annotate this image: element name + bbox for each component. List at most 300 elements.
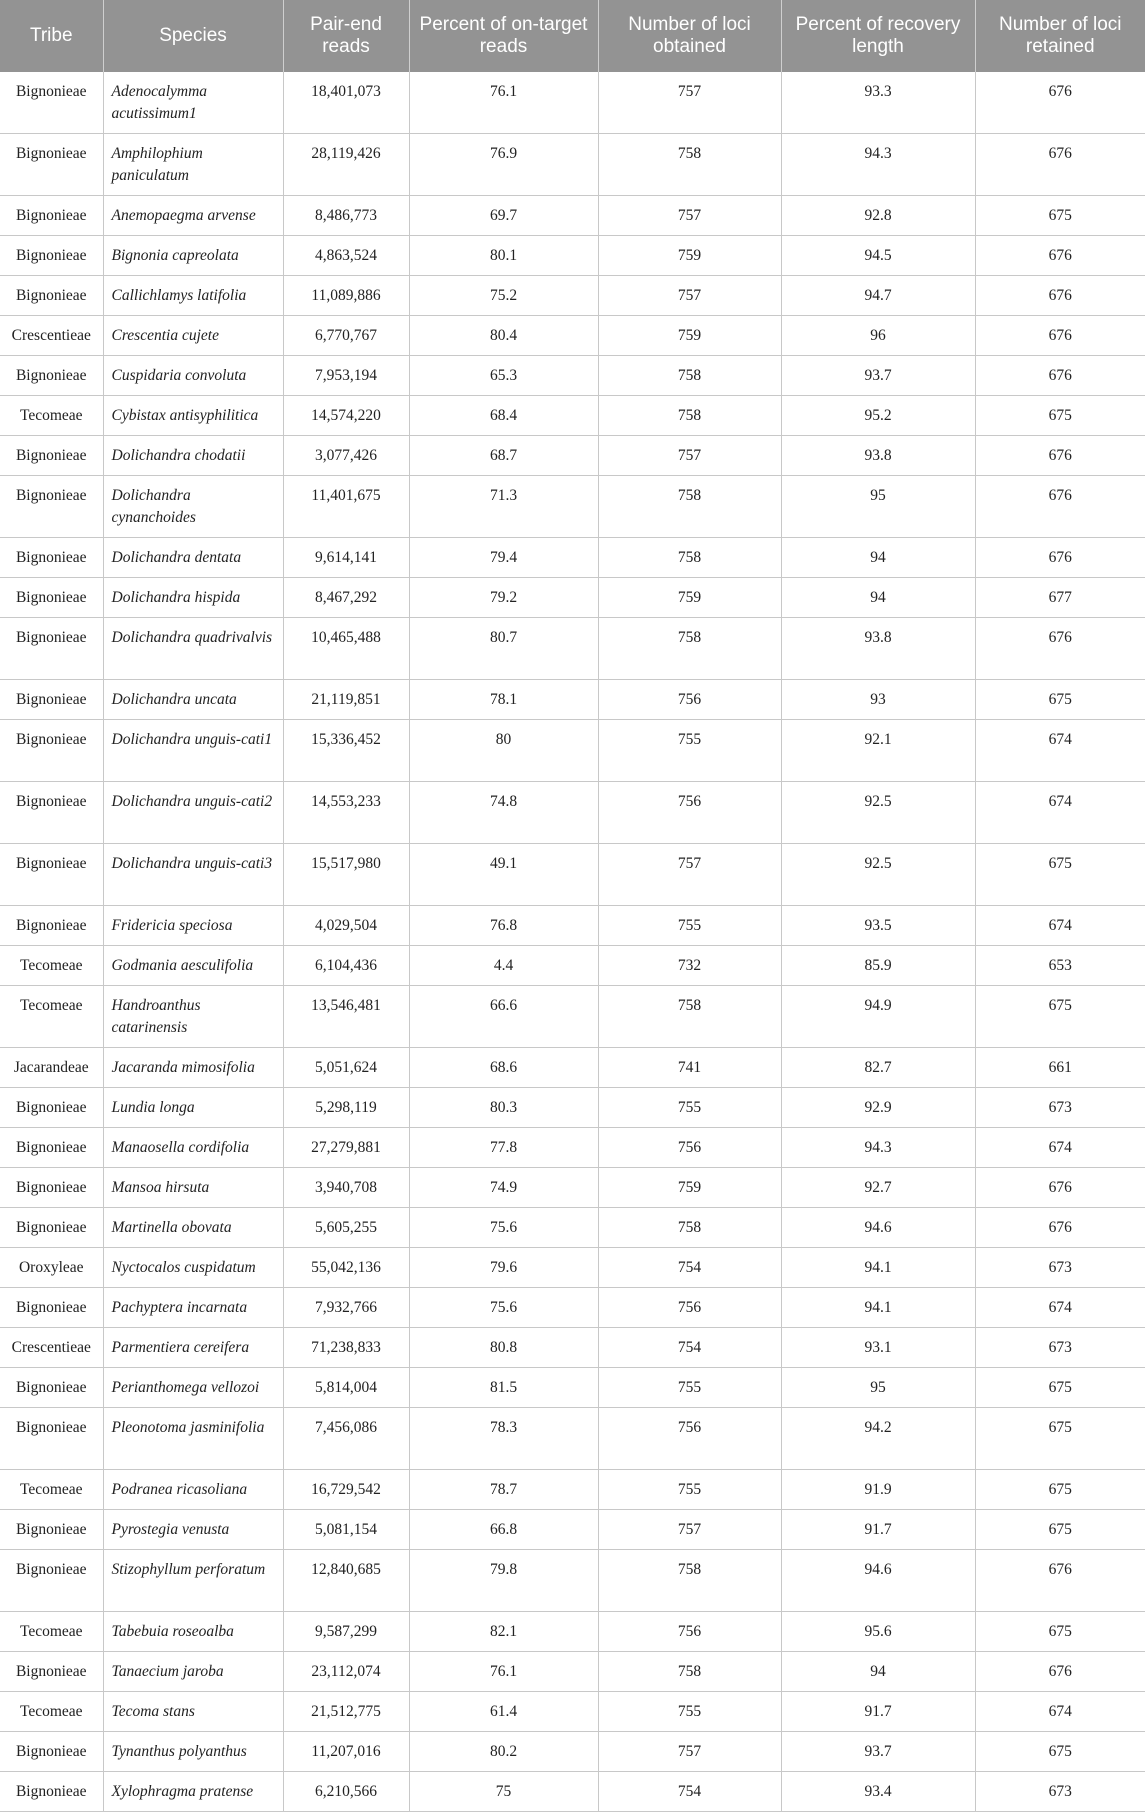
cell-tribe: Bignonieae [0, 906, 103, 946]
cell-loci-retained: 676 [975, 356, 1145, 396]
cell-recovery-length: 94 [781, 1652, 975, 1692]
table-row [0, 1692, 1145, 1732]
cell-tribe: Bignonieae [0, 1088, 103, 1128]
cell-loci-retained: 674 [975, 1288, 1145, 1328]
cell-tribe: Bignonieae [0, 1772, 103, 1812]
table-row [0, 1652, 1145, 1692]
table-row [0, 1288, 1145, 1328]
cell-tribe: Bignonieae [0, 1368, 103, 1408]
cell-species: Amphilophium paniculatum [103, 134, 283, 196]
cell-pair-end-reads: 5,298,119 [283, 1088, 409, 1128]
cell-species: Jacaranda mimosifolia [103, 1048, 283, 1088]
cell-tribe: Bignonieae [0, 436, 103, 476]
cell-pair-end-reads: 55,042,136 [283, 1248, 409, 1288]
cell-loci-obtained: 757 [598, 196, 781, 236]
cell-loci-obtained: 757 [598, 1732, 781, 1772]
table-row [0, 1128, 1145, 1168]
cell-recovery-length: 92.7 [781, 1168, 975, 1208]
cell-tribe: Bignonieae [0, 476, 103, 538]
table-row [0, 618, 1145, 680]
cell-recovery-length: 91.7 [781, 1692, 975, 1732]
cell-pair-end-reads: 9,587,299 [283, 1612, 409, 1652]
cell-species: Tanaecium jaroba [103, 1652, 283, 1692]
cell-loci-obtained: 758 [598, 986, 781, 1048]
cell-pair-end-reads: 15,517,980 [283, 844, 409, 906]
cell-recovery-length: 91.7 [781, 1510, 975, 1550]
cell-loci-retained: 677 [975, 578, 1145, 618]
cell-loci-retained: 674 [975, 1692, 1145, 1732]
cell-species: Lundia longa [103, 1088, 283, 1128]
cell-tribe: Bignonieae [0, 618, 103, 680]
cell-tribe: Tecomeae [0, 946, 103, 986]
cell-recovery-length: 95.2 [781, 396, 975, 436]
cell-on-target: 75.6 [409, 1288, 598, 1328]
cell-loci-obtained: 759 [598, 1168, 781, 1208]
cell-recovery-length: 92.9 [781, 1088, 975, 1128]
cell-species: Perianthomega vellozoi [103, 1368, 283, 1408]
cell-loci-retained: 675 [975, 1408, 1145, 1470]
cell-pair-end-reads: 3,077,426 [283, 436, 409, 476]
cell-loci-retained: 676 [975, 1208, 1145, 1248]
cell-tribe: Bignonieae [0, 1288, 103, 1328]
cell-tribe: Jacarandeae [0, 1048, 103, 1088]
cell-species: Anemopaegma arvense [103, 196, 283, 236]
cell-on-target: 68.4 [409, 396, 598, 436]
header-pair-end-reads: Pair-end reads [283, 0, 409, 72]
header-loci-retained: Number of loci retained [975, 0, 1145, 72]
cell-pair-end-reads: 28,119,426 [283, 134, 409, 196]
cell-recovery-length: 93.1 [781, 1328, 975, 1368]
table-row [0, 316, 1145, 356]
table-row [0, 436, 1145, 476]
table-row [0, 396, 1145, 436]
cell-recovery-length: 93.4 [781, 1772, 975, 1812]
cell-on-target: 80.8 [409, 1328, 598, 1368]
cell-loci-obtained: 757 [598, 72, 781, 134]
cell-on-target: 80.7 [409, 618, 598, 680]
cell-loci-obtained: 758 [598, 618, 781, 680]
cell-loci-obtained: 758 [598, 134, 781, 196]
cell-recovery-length: 92.1 [781, 720, 975, 782]
table-row [0, 538, 1145, 578]
cell-on-target: 4.4 [409, 946, 598, 986]
cell-pair-end-reads: 10,465,488 [283, 618, 409, 680]
cell-on-target: 75.2 [409, 276, 598, 316]
cell-loci-retained: 675 [975, 1510, 1145, 1550]
cell-species: Adenocalymma acutissimum1 [103, 72, 283, 134]
cell-loci-retained: 674 [975, 782, 1145, 844]
cell-tribe: Bignonieae [0, 1732, 103, 1772]
cell-tribe: Oroxyleae [0, 1248, 103, 1288]
cell-pair-end-reads: 14,553,233 [283, 782, 409, 844]
table-row [0, 1088, 1145, 1128]
cell-loci-retained: 661 [975, 1048, 1145, 1088]
cell-on-target: 68.6 [409, 1048, 598, 1088]
cell-pair-end-reads: 27,279,881 [283, 1128, 409, 1168]
table-row [0, 1368, 1145, 1408]
cell-loci-obtained: 756 [598, 1612, 781, 1652]
table-row [0, 276, 1145, 316]
cell-on-target: 65.3 [409, 356, 598, 396]
cell-tribe: Bignonieae [0, 134, 103, 196]
cell-recovery-length: 92.8 [781, 196, 975, 236]
cell-loci-obtained: 732 [598, 946, 781, 986]
cell-species: Dolichandra unguis-cati1 [103, 720, 283, 782]
cell-tribe: Crescentieae [0, 316, 103, 356]
table-row [0, 134, 1145, 196]
cell-species: Dolichandra unguis-cati3 [103, 844, 283, 906]
cell-on-target: 75.6 [409, 1208, 598, 1248]
cell-recovery-length: 94.9 [781, 986, 975, 1048]
cell-loci-obtained: 756 [598, 1128, 781, 1168]
cell-loci-retained: 675 [975, 844, 1145, 906]
table-row [0, 986, 1145, 1048]
cell-tribe: Bignonieae [0, 844, 103, 906]
table-row [0, 1208, 1145, 1248]
cell-species: Dolichandra unguis-cati2 [103, 782, 283, 844]
cell-on-target: 80.4 [409, 316, 598, 356]
table-row [0, 720, 1145, 782]
cell-species: Dolichandra uncata [103, 680, 283, 720]
cell-loci-retained: 676 [975, 476, 1145, 538]
cell-loci-retained: 675 [975, 396, 1145, 436]
cell-on-target: 80.3 [409, 1088, 598, 1128]
table-body [0, 72, 1145, 1812]
cell-loci-obtained: 759 [598, 236, 781, 276]
cell-species: Tynanthus polyanthus [103, 1732, 283, 1772]
table-row [0, 1732, 1145, 1772]
table-row [0, 236, 1145, 276]
cell-recovery-length: 94 [781, 578, 975, 618]
cell-on-target: 49.1 [409, 844, 598, 906]
cell-loci-obtained: 759 [598, 578, 781, 618]
cell-tribe: Bignonieae [0, 72, 103, 134]
cell-on-target: 71.3 [409, 476, 598, 538]
cell-pair-end-reads: 4,863,524 [283, 236, 409, 276]
cell-loci-retained: 676 [975, 436, 1145, 476]
cell-loci-obtained: 758 [598, 538, 781, 578]
cell-species: Cuspidaria convoluta [103, 356, 283, 396]
header-species: Species [103, 0, 283, 72]
cell-loci-obtained: 755 [598, 1088, 781, 1128]
cell-species: Dolichandra dentata [103, 538, 283, 578]
cell-on-target: 79.8 [409, 1550, 598, 1612]
cell-loci-retained: 674 [975, 906, 1145, 946]
cell-loci-obtained: 758 [598, 396, 781, 436]
cell-loci-obtained: 758 [598, 1652, 781, 1692]
cell-species: Pyrostegia venusta [103, 1510, 283, 1550]
cell-pair-end-reads: 7,932,766 [283, 1288, 409, 1328]
cell-loci-obtained: 755 [598, 720, 781, 782]
cell-pair-end-reads: 9,614,141 [283, 538, 409, 578]
cell-loci-retained: 676 [975, 276, 1145, 316]
cell-tribe: Bignonieae [0, 1510, 103, 1550]
cell-loci-retained: 676 [975, 1550, 1145, 1612]
cell-recovery-length: 93.7 [781, 1732, 975, 1772]
cell-loci-retained: 676 [975, 134, 1145, 196]
cell-tribe: Bignonieae [0, 1208, 103, 1248]
table-row [0, 844, 1145, 906]
cell-species: Mansoa hirsuta [103, 1168, 283, 1208]
cell-on-target: 78.1 [409, 680, 598, 720]
cell-pair-end-reads: 11,207,016 [283, 1732, 409, 1772]
table-row [0, 196, 1145, 236]
cell-recovery-length: 94.1 [781, 1248, 975, 1288]
cell-loci-obtained: 756 [598, 1408, 781, 1470]
cell-on-target: 79.4 [409, 538, 598, 578]
cell-recovery-length: 93.3 [781, 72, 975, 134]
cell-on-target: 76.1 [409, 1652, 598, 1692]
cell-loci-obtained: 756 [598, 1288, 781, 1328]
table-row [0, 476, 1145, 538]
cell-on-target: 80.2 [409, 1732, 598, 1772]
cell-on-target: 76.1 [409, 72, 598, 134]
cell-pair-end-reads: 11,089,886 [283, 276, 409, 316]
cell-species: Dolichandra quadrivalvis [103, 618, 283, 680]
cell-species: Xylophragma pratense [103, 1772, 283, 1812]
cell-tribe: Bignonieae [0, 720, 103, 782]
cell-loci-obtained: 757 [598, 1510, 781, 1550]
cell-tribe: Tecomeae [0, 1470, 103, 1510]
table-row [0, 1248, 1145, 1288]
cell-tribe: Bignonieae [0, 276, 103, 316]
cell-recovery-length: 92.5 [781, 844, 975, 906]
cell-species: Parmentiera cereifera [103, 1328, 283, 1368]
cell-pair-end-reads: 13,546,481 [283, 986, 409, 1048]
cell-on-target: 61.4 [409, 1692, 598, 1732]
table-row [0, 946, 1145, 986]
cell-species: Pleonotoma jasminifolia [103, 1408, 283, 1470]
cell-tribe: Bignonieae [0, 196, 103, 236]
cell-recovery-length: 94.1 [781, 1288, 975, 1328]
cell-on-target: 66.6 [409, 986, 598, 1048]
table-row [0, 1510, 1145, 1550]
cell-loci-obtained: 758 [598, 356, 781, 396]
cell-tribe: Tecomeae [0, 1692, 103, 1732]
header-on-target: Percent of on-target reads [409, 0, 598, 72]
cell-pair-end-reads: 7,456,086 [283, 1408, 409, 1470]
cell-recovery-length: 95 [781, 476, 975, 538]
cell-recovery-length: 93.8 [781, 618, 975, 680]
cell-on-target: 75 [409, 1772, 598, 1812]
cell-species: Podranea ricasoliana [103, 1470, 283, 1510]
cell-tribe: Bignonieae [0, 680, 103, 720]
cell-pair-end-reads: 5,081,154 [283, 1510, 409, 1550]
cell-pair-end-reads: 8,486,773 [283, 196, 409, 236]
cell-recovery-length: 95.6 [781, 1612, 975, 1652]
cell-pair-end-reads: 6,104,436 [283, 946, 409, 986]
cell-pair-end-reads: 11,401,675 [283, 476, 409, 538]
cell-pair-end-reads: 15,336,452 [283, 720, 409, 782]
cell-tribe: Bignonieae [0, 1128, 103, 1168]
cell-on-target: 81.5 [409, 1368, 598, 1408]
table-row [0, 1470, 1145, 1510]
cell-recovery-length: 94.2 [781, 1408, 975, 1470]
cell-loci-retained: 673 [975, 1088, 1145, 1128]
cell-recovery-length: 93 [781, 680, 975, 720]
cell-tribe: Crescentieae [0, 1328, 103, 1368]
cell-on-target: 76.8 [409, 906, 598, 946]
cell-recovery-length: 93.8 [781, 436, 975, 476]
cell-recovery-length: 91.9 [781, 1470, 975, 1510]
cell-tribe: Tecomeae [0, 1612, 103, 1652]
cell-loci-retained: 676 [975, 618, 1145, 680]
cell-pair-end-reads: 16,729,542 [283, 1470, 409, 1510]
cell-loci-retained: 673 [975, 1328, 1145, 1368]
cell-recovery-length: 82.7 [781, 1048, 975, 1088]
cell-pair-end-reads: 8,467,292 [283, 578, 409, 618]
cell-loci-obtained: 754 [598, 1248, 781, 1288]
cell-tribe: Bignonieae [0, 1168, 103, 1208]
cell-on-target: 78.7 [409, 1470, 598, 1510]
cell-recovery-length: 93.5 [781, 906, 975, 946]
cell-on-target: 79.6 [409, 1248, 598, 1288]
cell-loci-retained: 673 [975, 1248, 1145, 1288]
cell-loci-retained: 676 [975, 538, 1145, 578]
cell-on-target: 74.8 [409, 782, 598, 844]
cell-recovery-length: 94.6 [781, 1208, 975, 1248]
cell-on-target: 74.9 [409, 1168, 598, 1208]
cell-recovery-length: 95 [781, 1368, 975, 1408]
cell-species: Pachyptera incarnata [103, 1288, 283, 1328]
cell-species: Nyctocalos cuspidatum [103, 1248, 283, 1288]
header-recovery-length: Percent of recovery length [781, 0, 975, 72]
cell-loci-obtained: 758 [598, 1208, 781, 1248]
cell-loci-retained: 653 [975, 946, 1145, 986]
table-row [0, 1328, 1145, 1368]
cell-tribe: Tecomeae [0, 396, 103, 436]
cell-loci-obtained: 755 [598, 1470, 781, 1510]
cell-species: Dolichandra hispida [103, 578, 283, 618]
cell-species: Godmania aesculifolia [103, 946, 283, 986]
cell-loci-retained: 676 [975, 1652, 1145, 1692]
cell-loci-retained: 675 [975, 196, 1145, 236]
cell-loci-retained: 676 [975, 72, 1145, 134]
cell-tribe: Bignonieae [0, 782, 103, 844]
cell-species: Manaosella cordifolia [103, 1128, 283, 1168]
cell-loci-obtained: 755 [598, 1368, 781, 1408]
cell-loci-obtained: 759 [598, 316, 781, 356]
cell-loci-retained: 675 [975, 986, 1145, 1048]
cell-loci-obtained: 755 [598, 906, 781, 946]
cell-tribe: Bignonieae [0, 236, 103, 276]
cell-loci-obtained: 758 [598, 1550, 781, 1612]
cell-pair-end-reads: 21,512,775 [283, 1692, 409, 1732]
cell-on-target: 82.1 [409, 1612, 598, 1652]
table-row [0, 782, 1145, 844]
cell-on-target: 77.8 [409, 1128, 598, 1168]
cell-tribe: Bignonieae [0, 356, 103, 396]
table-row [0, 1550, 1145, 1612]
cell-recovery-length: 85.9 [781, 946, 975, 986]
cell-pair-end-reads: 21,119,851 [283, 680, 409, 720]
cell-species: Handroanthus catarinensis [103, 986, 283, 1048]
cell-recovery-length: 96 [781, 316, 975, 356]
cell-recovery-length: 92.5 [781, 782, 975, 844]
cell-species: Tecoma stans [103, 1692, 283, 1732]
cell-recovery-length: 93.7 [781, 356, 975, 396]
cell-loci-retained: 674 [975, 720, 1145, 782]
cell-loci-retained: 675 [975, 1368, 1145, 1408]
cell-loci-obtained: 757 [598, 844, 781, 906]
cell-loci-retained: 675 [975, 1732, 1145, 1772]
cell-species: Dolichandra cynanchoides [103, 476, 283, 538]
table-row [0, 1048, 1145, 1088]
cell-pair-end-reads: 23,112,074 [283, 1652, 409, 1692]
cell-pair-end-reads: 3,940,708 [283, 1168, 409, 1208]
cell-species: Cybistax antisyphilitica [103, 396, 283, 436]
cell-loci-obtained: 757 [598, 276, 781, 316]
cell-recovery-length: 94.7 [781, 276, 975, 316]
cell-pair-end-reads: 12,840,685 [283, 1550, 409, 1612]
cell-species: Fridericia speciosa [103, 906, 283, 946]
cell-species: Callichlamys latifolia [103, 276, 283, 316]
cell-on-target: 69.7 [409, 196, 598, 236]
header-row [0, 0, 1145, 72]
cell-pair-end-reads: 4,029,504 [283, 906, 409, 946]
table-row [0, 578, 1145, 618]
cell-tribe: Bignonieae [0, 1408, 103, 1470]
cell-loci-retained: 676 [975, 236, 1145, 276]
cell-species: Stizophyllum perforatum [103, 1550, 283, 1612]
cell-species: Martinella obovata [103, 1208, 283, 1248]
cell-loci-retained: 676 [975, 1168, 1145, 1208]
table-row [0, 356, 1145, 396]
cell-recovery-length: 94.3 [781, 1128, 975, 1168]
cell-pair-end-reads: 6,210,566 [283, 1772, 409, 1812]
cell-loci-obtained: 755 [598, 1692, 781, 1732]
table-row [0, 1612, 1145, 1652]
cell-recovery-length: 94.3 [781, 134, 975, 196]
cell-tribe: Tecomeae [0, 986, 103, 1048]
cell-on-target: 68.7 [409, 436, 598, 476]
table-row [0, 906, 1145, 946]
header-loci-obtained: Number of loci obtained [598, 0, 781, 72]
cell-on-target: 78.3 [409, 1408, 598, 1470]
cell-recovery-length: 94.6 [781, 1550, 975, 1612]
cell-species: Dolichandra chodatii [103, 436, 283, 476]
cell-loci-obtained: 756 [598, 680, 781, 720]
table-row [0, 680, 1145, 720]
cell-pair-end-reads: 14,574,220 [283, 396, 409, 436]
cell-on-target: 76.9 [409, 134, 598, 196]
cell-species: Tabebuia roseoalba [103, 1612, 283, 1652]
cell-loci-retained: 675 [975, 1470, 1145, 1510]
cell-recovery-length: 94 [781, 538, 975, 578]
cell-tribe: Bignonieae [0, 1550, 103, 1612]
cell-loci-retained: 675 [975, 1612, 1145, 1652]
cell-pair-end-reads: 18,401,073 [283, 72, 409, 134]
cell-on-target: 80.1 [409, 236, 598, 276]
cell-loci-obtained: 758 [598, 476, 781, 538]
table-row [0, 1408, 1145, 1470]
cell-on-target: 80 [409, 720, 598, 782]
header-tribe: Tribe [0, 0, 103, 72]
cell-on-target: 79.2 [409, 578, 598, 618]
cell-loci-retained: 673 [975, 1772, 1145, 1812]
cell-on-target: 66.8 [409, 1510, 598, 1550]
cell-tribe: Bignonieae [0, 578, 103, 618]
cell-species: Crescentia cujete [103, 316, 283, 356]
cell-tribe: Bignonieae [0, 1652, 103, 1692]
cell-pair-end-reads: 5,605,255 [283, 1208, 409, 1248]
cell-loci-obtained: 754 [598, 1328, 781, 1368]
cell-pair-end-reads: 71,238,833 [283, 1328, 409, 1368]
cell-loci-obtained: 756 [598, 782, 781, 844]
cell-species: Bignonia capreolata [103, 236, 283, 276]
cell-loci-obtained: 754 [598, 1772, 781, 1812]
cell-tribe: Bignonieae [0, 538, 103, 578]
